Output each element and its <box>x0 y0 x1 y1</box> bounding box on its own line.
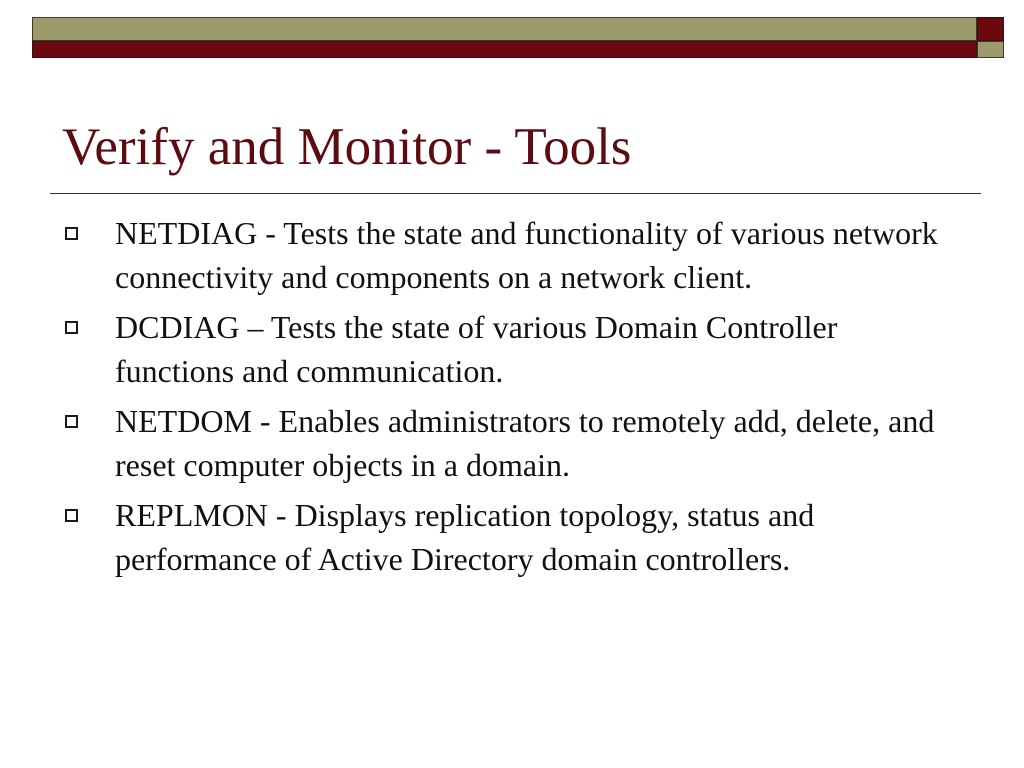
bullet-item-replmon <box>62 493 962 581</box>
bullet-item-netdom <box>62 399 962 487</box>
hollow-square-bullet-icon <box>65 509 78 522</box>
hollow-square-bullet-icon <box>65 227 78 240</box>
header-maroon-bar <box>32 41 977 58</box>
header-corner-square-bottom <box>977 41 1004 58</box>
bullet-text: DCDIAG – Tests the state of various Domain Controller functions and communication. <box>115 309 838 389</box>
header-corner-square-top <box>977 17 1004 41</box>
bullet-text: NETDOM - Enables administrators to remotely add, delete, and reset computer objects in a domain. <box>115 403 935 483</box>
bullet-text: REPLMON - Displays replication topology, status and performance of Active Directory domain controllers. <box>115 497 815 577</box>
bullet-item-dcdiag <box>62 305 962 393</box>
hollow-square-bullet-icon <box>65 415 78 428</box>
bullet-text: NETDIAG - Tests the state and functionality of various network connectivity and components on a network client. <box>115 215 938 295</box>
bullet-list <box>62 211 962 587</box>
slide-title: Verify and Monitor - Tools <box>62 118 632 176</box>
header-olive-bar <box>32 17 977 41</box>
hollow-square-bullet-icon <box>65 321 78 334</box>
title-divider <box>50 193 981 194</box>
bullet-item-netdiag <box>62 211 962 299</box>
